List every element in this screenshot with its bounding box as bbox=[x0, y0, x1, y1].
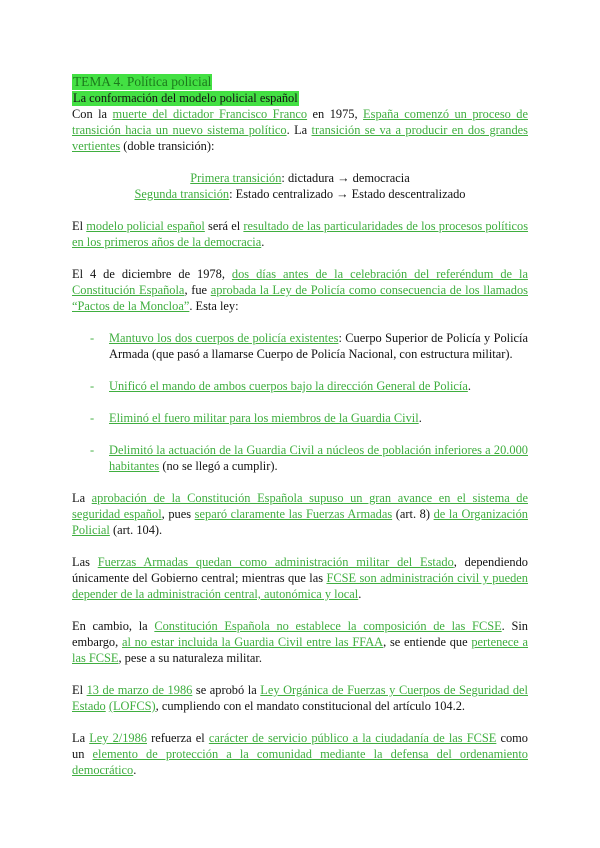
paragraph-fuerzas-armadas bbox=[72, 554, 528, 602]
text: (no se llegó a cumplir). bbox=[159, 459, 278, 473]
text: , cumpliendo con el mandato constitucional del artículo 104.2. bbox=[155, 699, 466, 713]
spacer bbox=[72, 154, 528, 170]
document-title: TEMA 4. Política policial bbox=[73, 74, 212, 89]
text: como un bbox=[72, 731, 529, 761]
text: : Cuerpo Superior de Policía y Policía Armada (que pasó a llamarse Cuerpo de Policía Nacional, con estructura militar). bbox=[109, 331, 528, 361]
text: , dependiendo únicamente del Gobierno central; mientras que las bbox=[72, 555, 528, 585]
spacer bbox=[72, 602, 528, 618]
spacer bbox=[72, 250, 528, 266]
transition-label: Segunda transición bbox=[134, 187, 230, 201]
spacer bbox=[72, 666, 528, 682]
text: El bbox=[72, 683, 87, 697]
list-item bbox=[72, 330, 528, 362]
spacer bbox=[72, 314, 528, 330]
text: (art. 8) bbox=[392, 507, 434, 521]
underlined-text: al no estar incluida la Guardia Civil entre las FFAA bbox=[121, 635, 384, 649]
underlined-text: (LOFCS) bbox=[108, 699, 156, 713]
list-item bbox=[72, 378, 528, 394]
underlined-text: Unificó el mando de ambos cuerpos bajo la dirección General de Policía bbox=[109, 379, 468, 393]
text: Con la bbox=[72, 107, 113, 121]
text: , fue bbox=[184, 283, 211, 297]
underlined-text: elemento de protección a la comunidad mediante la defensa del ordenamiento democrático bbox=[72, 747, 528, 777]
text: La bbox=[72, 491, 92, 505]
subtitle-line bbox=[72, 90, 528, 106]
underlined-text: 13 de marzo de 1986 bbox=[86, 683, 193, 697]
underlined-text: transición se va a producir en dos grandes vertientes bbox=[72, 123, 528, 153]
underlined-text: Fuerzas Armadas quedan como administración militar del Estado bbox=[97, 555, 454, 569]
paragraph-guardia-civil bbox=[72, 618, 528, 666]
text: . bbox=[133, 763, 137, 777]
transition-label: Primera transición bbox=[190, 171, 282, 185]
transition-first bbox=[72, 170, 528, 186]
text: (art. 104). bbox=[109, 523, 163, 537]
underlined-text: Ley Orgánica de Fuerzas y Cuerpos de Seguridad del Estado bbox=[72, 683, 528, 713]
text: . bbox=[467, 379, 471, 393]
underlined-text: España comenzó un proceso de transición hacia un nuevo sistema político bbox=[72, 107, 529, 137]
underlined-text: resultado de las particularidades de los procesos políticos en los primeros años de la democracia bbox=[72, 219, 529, 249]
transition-second bbox=[72, 186, 528, 202]
spacer bbox=[72, 202, 528, 218]
text: (doble transición): bbox=[120, 139, 215, 153]
underlined-text: FCSE son administración civil y pueden depender de la administración central, autonómica y local bbox=[72, 571, 528, 601]
spacer bbox=[72, 714, 528, 730]
text: La bbox=[72, 731, 90, 745]
underlined-text: de la Organización Policial bbox=[72, 507, 528, 537]
bullet-dash: - bbox=[90, 411, 95, 425]
paragraph-constitucion bbox=[72, 490, 528, 538]
underlined-text: carácter de servicio público a la ciudadanía de las FCSE bbox=[208, 731, 497, 745]
paragraph-intro bbox=[72, 106, 528, 154]
transition-text: : dictadura → democracia bbox=[281, 171, 410, 185]
spacer bbox=[72, 394, 528, 410]
underlined-text: separó claramente las Fuerzas Armadas bbox=[194, 507, 393, 521]
text: . bbox=[418, 411, 422, 425]
underlined-text: pertenece a las FCSE bbox=[72, 635, 529, 665]
bullet-dash: - bbox=[90, 443, 95, 457]
text: . Esta ley: bbox=[189, 299, 239, 313]
bullet-list bbox=[72, 330, 528, 474]
underlined-text: Constitución Española no establece la composición de las FCSE bbox=[154, 619, 502, 633]
text: refuerza el bbox=[147, 731, 209, 745]
paragraph-ley-2-1986 bbox=[72, 730, 528, 778]
underlined-text: Delimitó la actuación de la Guardia Civil a núcleos de población inferiores a 20.000 habitantes bbox=[109, 443, 528, 473]
section-heading: La conformación del modelo policial español bbox=[73, 91, 298, 105]
text: Las bbox=[72, 555, 98, 569]
underlined-text: Eliminó el fuero militar para los miembros de la Guardia Civil bbox=[109, 411, 419, 425]
underlined-text: aprobada la Ley de Policía como consecuencia de los llamados bbox=[210, 283, 528, 297]
underlined-text: modelo policial español bbox=[86, 219, 205, 233]
text: será el bbox=[204, 219, 244, 233]
underlined-text: dos días antes de la celebración del referéndum de la Constitución Española bbox=[72, 267, 528, 297]
text: En cambio, la bbox=[72, 619, 155, 633]
underlined-text: Mantuvo los dos cuerpos de policía existentes bbox=[109, 331, 339, 345]
paragraph-ley-policia bbox=[72, 266, 528, 314]
text: en 1975, bbox=[307, 107, 364, 121]
text: . Sin embargo, bbox=[72, 619, 528, 649]
text: El bbox=[72, 219, 87, 233]
text: . bbox=[358, 587, 362, 601]
text: se aprobó la bbox=[192, 683, 261, 697]
paragraph-lofcs bbox=[72, 682, 528, 714]
text: , se entiende que bbox=[383, 635, 472, 649]
text: El 4 de diciembre de 1978, bbox=[72, 267, 232, 281]
paragraph-model bbox=[72, 218, 528, 250]
text: , pese a su naturaleza militar. bbox=[118, 651, 262, 665]
list-item bbox=[72, 442, 528, 474]
text: , pues bbox=[161, 507, 195, 521]
spacer bbox=[72, 426, 528, 442]
list-item bbox=[72, 410, 528, 426]
text: . bbox=[261, 235, 265, 249]
underlined-text: aprobación de la Constitución Española supuso un gran avance en el sistema de seguridad español bbox=[72, 491, 528, 521]
spacer bbox=[72, 362, 528, 378]
spacer bbox=[72, 474, 528, 490]
title-line bbox=[72, 74, 528, 90]
transition-text: : Estado centralizado → Estado descentralizado bbox=[229, 187, 466, 201]
underlined-text: muerte del dictador Francisco Franco bbox=[112, 107, 308, 121]
underlined-text: “Pactos de la Moncloa” bbox=[72, 299, 190, 313]
underlined-text: Ley 2/1986 bbox=[89, 731, 147, 745]
spacer bbox=[72, 538, 528, 554]
bullet-dash: - bbox=[90, 379, 95, 393]
bullet-dash: - bbox=[90, 331, 95, 345]
text: . La bbox=[286, 123, 312, 137]
